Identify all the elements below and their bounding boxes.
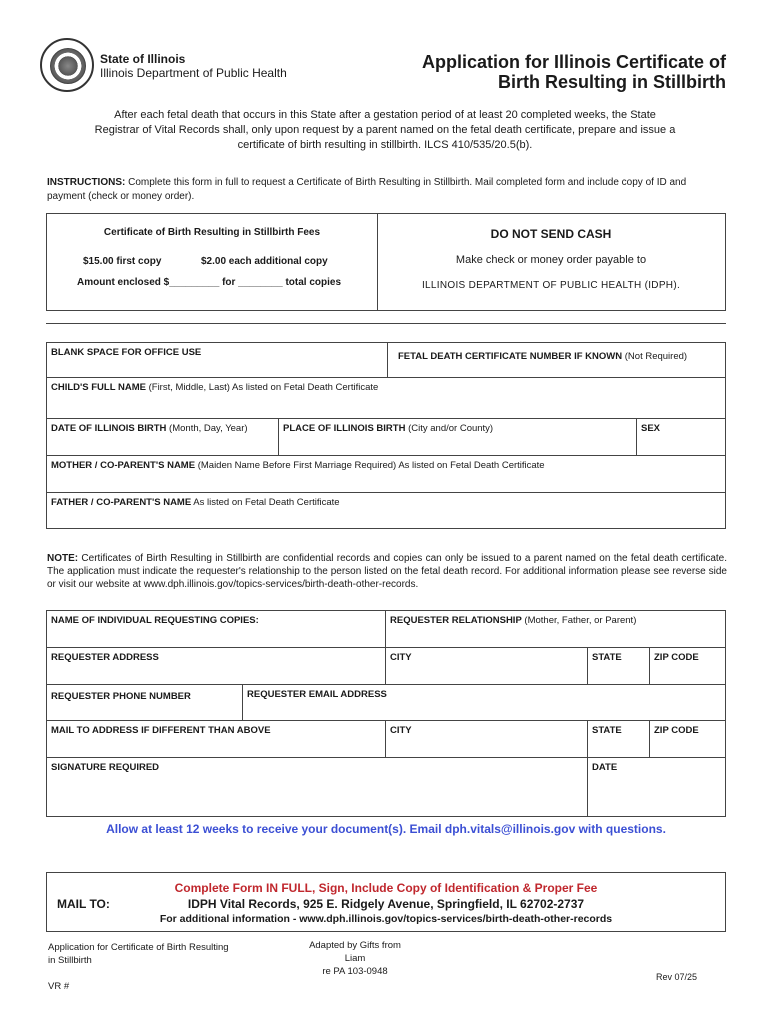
vr-number: VR # — [48, 981, 70, 992]
city-label: CITY — [390, 652, 412, 663]
mother-name-label: MOTHER / CO-PARENT'S NAME — [51, 460, 196, 471]
mail-zip-code-label: ZIP CODE — [654, 725, 699, 736]
requester-email-field[interactable] — [242, 684, 726, 721]
note-text: Certificates of Birth Resulting in Stillbirth are confidential records and copies can only be issued to a parent named on the fetal death certificate. The application must indicate the requester's relationship to the person listed on the fetal death record. For additional information please see reverse side or visit our website at www.dph.illinois.gov/topics-services/birth-death-other-records. — [47, 553, 727, 590]
father-name-hint: As listed on Fetal Death Certificate — [191, 497, 340, 508]
mail-state-field[interactable] — [587, 720, 650, 758]
city-field[interactable] — [385, 647, 588, 685]
footer-form-name-line-1: Application for Certificate of Birth Resulting — [48, 942, 229, 953]
child-name-hint: (First, Middle, Last) As listed on Fetal Death Certificate — [145, 382, 379, 393]
mail-city-label: CITY — [390, 725, 412, 736]
revision-date: Rev 07/25 — [656, 972, 698, 982]
amount-enclosed-field[interactable]: Amount enclosed $_________ for ________ total copies — [77, 277, 342, 288]
processing-time-notice: Allow at least 12 weeks to receive your document(s). Email dph.vitals@illinois.gov with questions. — [106, 822, 666, 836]
child-name-label: CHILD'S FULL NAME — [51, 382, 146, 393]
requester-address-label: REQUESTER ADDRESS — [51, 652, 159, 663]
title-line-1: Application for Illinois Certificate of — [421, 52, 726, 72]
illinois-state-seal — [40, 38, 94, 92]
fetal-death-number-field[interactable] — [387, 342, 726, 378]
date-of-birth-label: DATE OF ILLINOIS BIRTH — [51, 423, 167, 434]
adapted-note — [300, 939, 410, 978]
child-name-field[interactable] — [46, 377, 726, 419]
confidentiality-note — [47, 552, 727, 591]
title-line-2: Birth Resulting in Stillbirth — [498, 72, 726, 92]
fee-first-copy: $15.00 first copy — [83, 256, 162, 267]
intro-line-3: certificate of birth resulting in stillbirth. ILCS 410/535/20.5(b). — [237, 139, 533, 151]
mail-address: IDPH Vital Records, 925 E. Ridgely Avenue, Springfield, IL 62702-2737 — [187, 897, 585, 911]
fee-additional-copy: $2.00 each additional copy — [201, 256, 328, 267]
date-of-birth-field[interactable] — [46, 418, 279, 456]
requester-relationship-field[interactable] — [385, 610, 726, 648]
mail-to-address-label: MAIL TO ADDRESS IF DIFFERENT THAN ABOVE — [51, 725, 271, 736]
mother-name-field[interactable] — [46, 455, 726, 493]
state-field[interactable] — [587, 647, 650, 685]
signature-label: SIGNATURE REQUIRED — [51, 762, 160, 773]
requester-phone-field[interactable] — [46, 684, 243, 721]
intro-line-2: Registrar of Vital Records shall, only upon request by a parent named on the fetal death certificate, prepare and issue a — [94, 124, 676, 136]
requester-relationship-hint: (Mother, Father, or Parent) — [521, 615, 637, 626]
mail-city-field[interactable] — [385, 720, 588, 758]
requester-address-field[interactable] — [46, 647, 386, 685]
form-title — [422, 52, 726, 92]
mail-instructions: Complete Form IN FULL, Sign, Include Copy of Identification & Proper Fee — [174, 881, 598, 895]
fees-header: Certificate of Birth Resulting in Stillbirth Fees — [103, 227, 321, 238]
father-name-field[interactable] — [46, 492, 726, 529]
divider-line — [46, 323, 726, 324]
adapted-line-1: Adapted by Gifts from Liam — [309, 940, 401, 964]
footer-form-name-line-2: in Stillbirth — [48, 955, 92, 966]
office-use-box — [46, 342, 388, 378]
fetal-death-number-hint: (Not Required) — [622, 351, 688, 362]
department-name: Illinois Department of Public Health — [100, 66, 287, 80]
instructions-label: INSTRUCTIONS: — [47, 177, 126, 188]
state-label: STATE — [592, 652, 622, 663]
requester-name-label: NAME OF INDIVIDUAL REQUESTING COPIES: — [51, 615, 259, 626]
date-field[interactable] — [587, 757, 726, 817]
adapted-line-2: re PA 103-0948 — [322, 966, 388, 977]
place-of-birth-hint: (City and/or County) — [405, 423, 494, 434]
zip-code-label: ZIP CODE — [654, 652, 699, 663]
payee-name: ILLINOIS DEPARTMENT OF PUBLIC HEALTH (IDPH). — [421, 280, 681, 291]
instructions-text: Complete this form in full to request a Certificate of Birth Resulting in Stillbirth. Mail completed form and include copy of ID and payment (check or money order). — [47, 177, 687, 202]
sex-label: SEX — [641, 423, 661, 434]
note-label: NOTE: — [47, 553, 79, 564]
instructions — [47, 176, 727, 204]
office-use-label: BLANK SPACE FOR OFFICE USE — [51, 347, 202, 358]
intro-paragraph — [60, 108, 710, 153]
date-of-birth-hint: (Month, Day, Year) — [166, 423, 248, 434]
mail-zip-code-field[interactable] — [649, 720, 726, 758]
requester-relationship-label: REQUESTER RELATIONSHIP — [390, 615, 522, 626]
father-name-label: FATHER / CO-PARENT'S NAME — [51, 497, 192, 508]
requester-name-field[interactable] — [46, 610, 386, 648]
no-cash-warning: DO NOT SEND CASH — [490, 227, 612, 241]
footer-form-name — [48, 941, 229, 967]
requester-email-label: REQUESTER EMAIL ADDRESS — [247, 689, 387, 700]
intro-line-1: After each fetal death that occurs in this State after a gestation period of at least 20 completed weeks, the State — [114, 109, 656, 121]
zip-code-field[interactable] — [649, 647, 726, 685]
fees-box — [46, 213, 726, 311]
state-name: State of Illinois — [100, 52, 186, 66]
mail-to-box — [46, 872, 726, 932]
payable-to-text: Make check or money order payable to — [455, 254, 647, 266]
sex-field[interactable] — [636, 418, 726, 456]
place-of-birth-label: PLACE OF ILLINOIS BIRTH — [283, 423, 406, 434]
fetal-death-number-label: FETAL DEATH CERTIFICATE NUMBER IF KNOWN — [398, 351, 623, 362]
mail-state-label: STATE — [592, 725, 622, 736]
signature-field[interactable] — [46, 757, 588, 817]
place-of-birth-field[interactable] — [278, 418, 637, 456]
mother-name-hint: (Maiden Name Before First Marriage Required) As listed on Fetal Death Certificate — [195, 460, 545, 471]
mail-website: For additional information - www.dph.illinois.gov/topics-services/birth-death-other-records — [159, 913, 613, 925]
mail-to-address-field[interactable] — [46, 720, 386, 758]
date-label: DATE — [592, 762, 618, 773]
requester-phone-label: REQUESTER PHONE NUMBER — [51, 691, 191, 702]
mail-to-label: MAIL TO: — [57, 897, 110, 911]
